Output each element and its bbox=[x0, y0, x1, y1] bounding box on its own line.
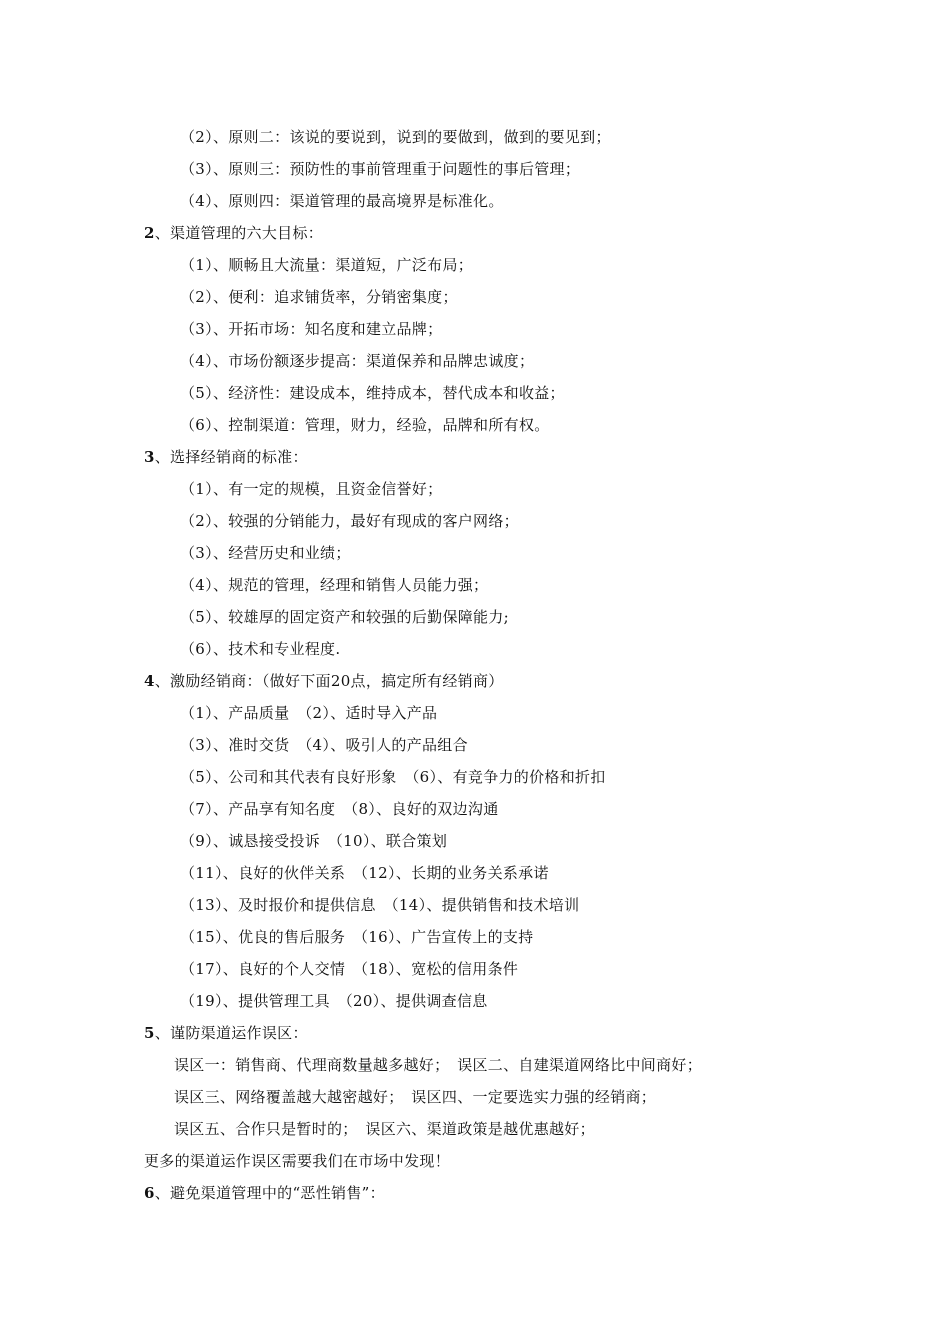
principle-item: （3）、原则三：预防性的事前管理重于问题性的事后管理； bbox=[180, 160, 581, 178]
list-item: （17）、良好的个人交情 （18）、宽松的信用条件 bbox=[180, 960, 519, 978]
list-item: （2）、便利：追求铺货率，分销密集度； bbox=[180, 288, 458, 306]
list-item: （3）、准时交货 （4）、吸引人的产品组合 bbox=[180, 736, 468, 754]
list-item: （5）、经济性：建设成本，维持成本，替代成本和收益； bbox=[180, 384, 565, 402]
list-item: 误区五、合作只是暂时的； 误区六、渠道政策是越优惠越好； bbox=[174, 1120, 595, 1138]
list-item: （5）、公司和其代表有良好形象 （6）、有竞争力的价格和折扣 bbox=[180, 768, 606, 786]
list-item: （3）、经营历史和业绩； bbox=[180, 544, 351, 562]
section-footer-text: 更多的渠道运作误区需要我们在市场中发现！ bbox=[144, 1152, 451, 1170]
list-item: （6）、控制渠道：管理，财力，经验，品牌和所有权。 bbox=[180, 416, 550, 434]
list-item: （1）、产品质量 （2）、适时导入产品 bbox=[180, 704, 438, 722]
section-heading-5: 5、谨防渠道运作误区： bbox=[144, 1024, 308, 1042]
section-heading-6: 6、避免渠道管理中的“恶性销售”： bbox=[144, 1184, 385, 1202]
section-heading-3: 3、选择经销商的标准： bbox=[144, 448, 308, 466]
section-heading-4: 4、激励经销商：（做好下面20点，搞定所有经销商） bbox=[144, 672, 504, 690]
principle-item: （2）、原则二：该说的要说到，说到的要做到，做到的要见到； bbox=[180, 128, 611, 146]
principle-item: （4）、原则四：渠道管理的最高境界是标准化。 bbox=[180, 192, 504, 210]
list-item: （6）、技术和专业程度. bbox=[180, 640, 341, 658]
list-item: （7）、产品享有知名度 （8）、良好的双边沟通 bbox=[180, 800, 499, 818]
list-item: （1）、有一定的规模，且资金信誉好； bbox=[180, 480, 443, 498]
list-item: （4）、市场份额逐步提高：渠道保养和品牌忠诚度； bbox=[180, 352, 535, 370]
list-item: （9）、诚恳接受投诉 （10）、联合策划 bbox=[180, 832, 448, 850]
list-item: （2）、较强的分销能力，最好有现成的客户网络； bbox=[180, 512, 519, 530]
list-item: （4）、规范的管理，经理和销售人员能力强； bbox=[180, 576, 489, 594]
list-item: （13）、及时报价和提供信息 （14）、提供销售和技术培训 bbox=[180, 896, 580, 914]
list-item: （19）、提供管理工具 （20）、提供调查信息 bbox=[180, 992, 488, 1010]
list-item: 误区三、网络覆盖越大越密越好； 误区四、一定要选实力强的经销商； bbox=[174, 1088, 657, 1106]
list-item: （1）、顺畅且大流量：渠道短，广泛布局； bbox=[180, 256, 474, 274]
list-item: （3）、开拓市场：知名度和建立品牌； bbox=[180, 320, 443, 338]
list-item: 误区一：销售商、代理商数量越多越好； 误区二、自建渠道网络比中间商好； bbox=[174, 1056, 703, 1074]
list-item: （15）、优良的售后服务 （16）、广告宣传上的支持 bbox=[180, 928, 534, 946]
section-heading-2: 2、渠道管理的六大目标： bbox=[144, 224, 324, 242]
list-item: （11）、良好的伙伴关系 （12）、长期的业务关系承诺 bbox=[180, 864, 549, 882]
list-item: （5）、较雄厚的固定资产和较强的后勤保障能力; bbox=[180, 608, 509, 626]
